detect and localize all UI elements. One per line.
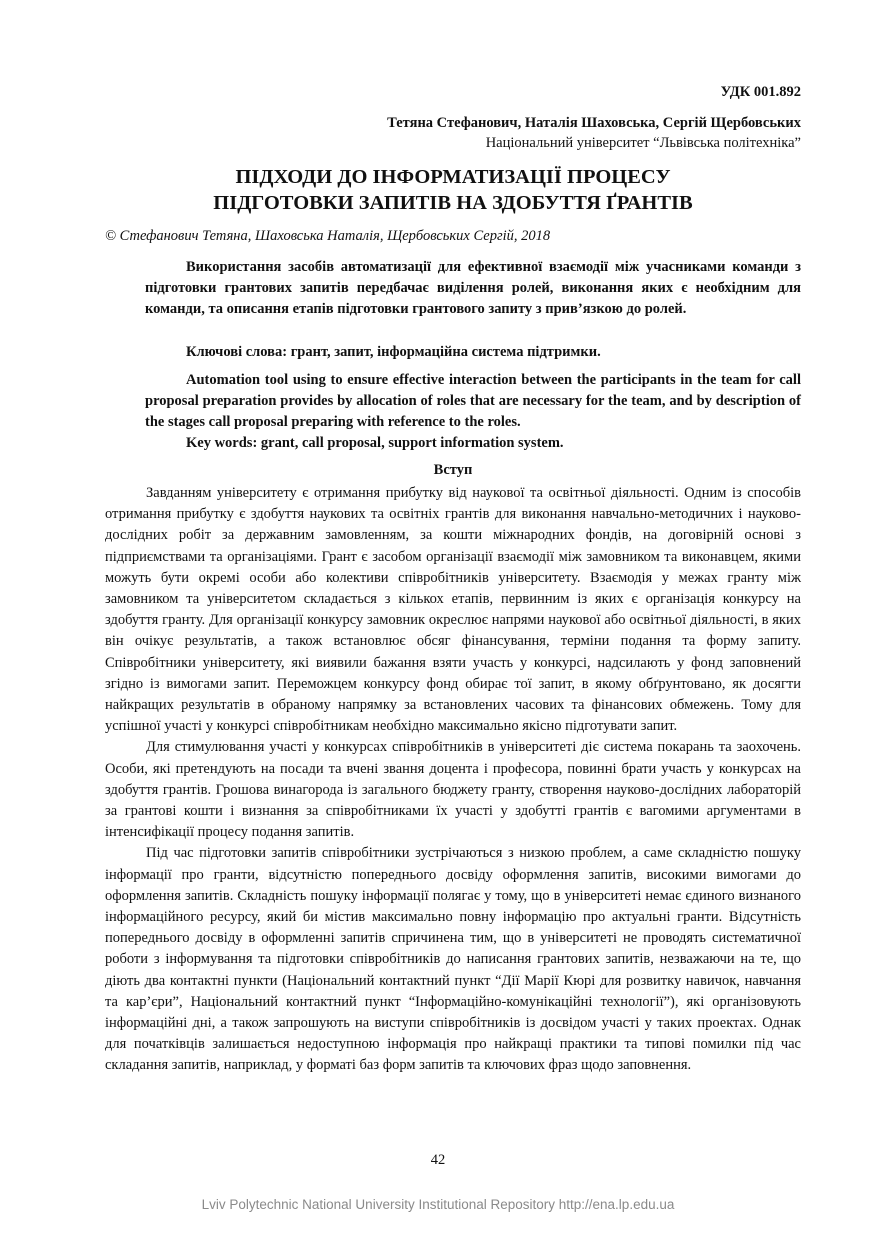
keywords-ua (145, 342, 801, 363)
affiliation: Національний університет “Львівська політехніка” (485, 135, 801, 151)
keywords-ua-text: Ключові слова: грант, запит, інформаційна система підтримки. (186, 344, 601, 360)
title-line-2: ПІДГОТОВКИ ЗАПИТІВ НА ЗДОБУТТЯ ҐРАНТІВ (213, 192, 693, 214)
authors: Тетяна Стефанович, Наталія Шаховська, Сергій Щербовських (387, 115, 801, 131)
paper-title (105, 164, 801, 216)
copyright-line: © Стефанович Тетяна, Шаховська Наталія, Щербовських Сергій, 2018 (105, 228, 551, 244)
keywords-en-text: Key words: grant, call proposal, support information system. (186, 435, 564, 451)
udc-code: УДК 001.892 (720, 84, 801, 100)
page-number: 42 (430, 1152, 446, 1168)
paragraph: Для стимулювання участі у конкурсах співробітників в університеті діє система покарань та заохочень. Особи, які претендують на посади та вчені звання доцента і професора, повинні брати участь у конкурсах на здобуття грантів. Грошова винагорода із загального бюджету гранту, створення науково-дослідних лабораторій за грантові кошти і визнання за співробітниками їх участі у здобутті грантів є вагомими аргументами в інтенсифікації процесу подання запитів. (105, 739, 801, 841)
keywords-en (145, 433, 801, 454)
paragraph: Під час підготовки запитів співробітники зустрічаються з низкою проблем, а саме складністю пошуку інформації про гранти, відсутністю попереднього досвіду оформлення запитів, високими вимогами до оформлення запитів. Складність пошуку інформації полягає у тому, що в університеті немає єдиного визнаного інформаційного ресурсу, який би містив максимально повну інформацію про актуальні гранти. Відсутність попереднього досвіду в оформленні запитів спричинена тим, що в університеті не проводять систематичної роботи з інформування та підготовки співробітників до написання грантових запитів, незважаючи на те, що діють два контактні пункти (Національний контактний пункт “Дії Марії Кюрі для розвитку навичок, навчання та кар’єри”, Національний контактний пункт “Інформаційно-комунікаційні технології”), які організовують інформаційні дні, а також запрошують на виступи співробітників із досвідом участі у таких проектах. Однак для початківців залишається недоступною інформація про найкращі практики та типові помилки під час складання запитів, наприклад, у форматі баз форм запитів та ключових фраз щодо заповнення. (105, 845, 801, 1074)
abstract-ua (145, 257, 801, 320)
paragraph: Завданням університету є отримання прибутку від наукової та освітньої діяльності. Одним із способів отримання прибутку є здобуття наукових та освітніх грантів для виконання навчально-методичних і науково-дослідних робіт за державним замовленням, за кошти міжнародних фондів, на договірній основі з підприємствами та організаціями. Грант є засобом організації взаємодії між замовником та виконавцем, якими можуть бути окремі особи або колективи співробітників університету. Взаємодія у межах гранту між замовником та університетом складається з кількох етапів, первинним із яких є організація конкурсу на здобуття гранту. Для організації конкурсу замовник окреслює напрями наукової або освітньої діяльності, в яких він очікує результатів, а також встановлює обсяг фінансування, терміни подання та форму запиту. Співробітники університету, які виявили бажання взяти участь у конкурсі, надсилають у фонд заповнений згідно із вимогами запит. Переможцем конкурсу фонд обирає тої запит, в якому обґрунтовано, як досягти найкращих результатів в обраному напрямку за встановлених часових та фінансових обмежень. Тому для успішної участі у конкурсі співробітникам необхідно максимально якісно підготувати запит. (105, 485, 801, 735)
abstract-en-text: Automation tool using to ensure effective interaction between the participants in the team for call proposal preparation provides by allocation of roles that are necessary for the team, and by description of the stages call proposal preparing with reference to the roles. (145, 372, 801, 430)
abstract-en (145, 370, 801, 433)
title-line-1: ПІДХОДИ ДО ІНФОРМАТИЗАЦІЇ ПРОЦЕСУ (235, 166, 671, 188)
abstract-ua-text: Використання засобів автоматизації для ефективної взаємодії між учасниками команди з підготовки грантових запитів передбачає виділення ролей, виконання яких є необхідним для команди, та описання етапів підготовки грантового запиту з прив’язкою до ролей. (145, 259, 801, 317)
repository-footer: Lviv Polytechnic National University Institutional Repository http://ena.lp.edu.ua (201, 1197, 675, 1212)
section-heading: Вступ (433, 462, 473, 478)
body-text (105, 483, 801, 1077)
